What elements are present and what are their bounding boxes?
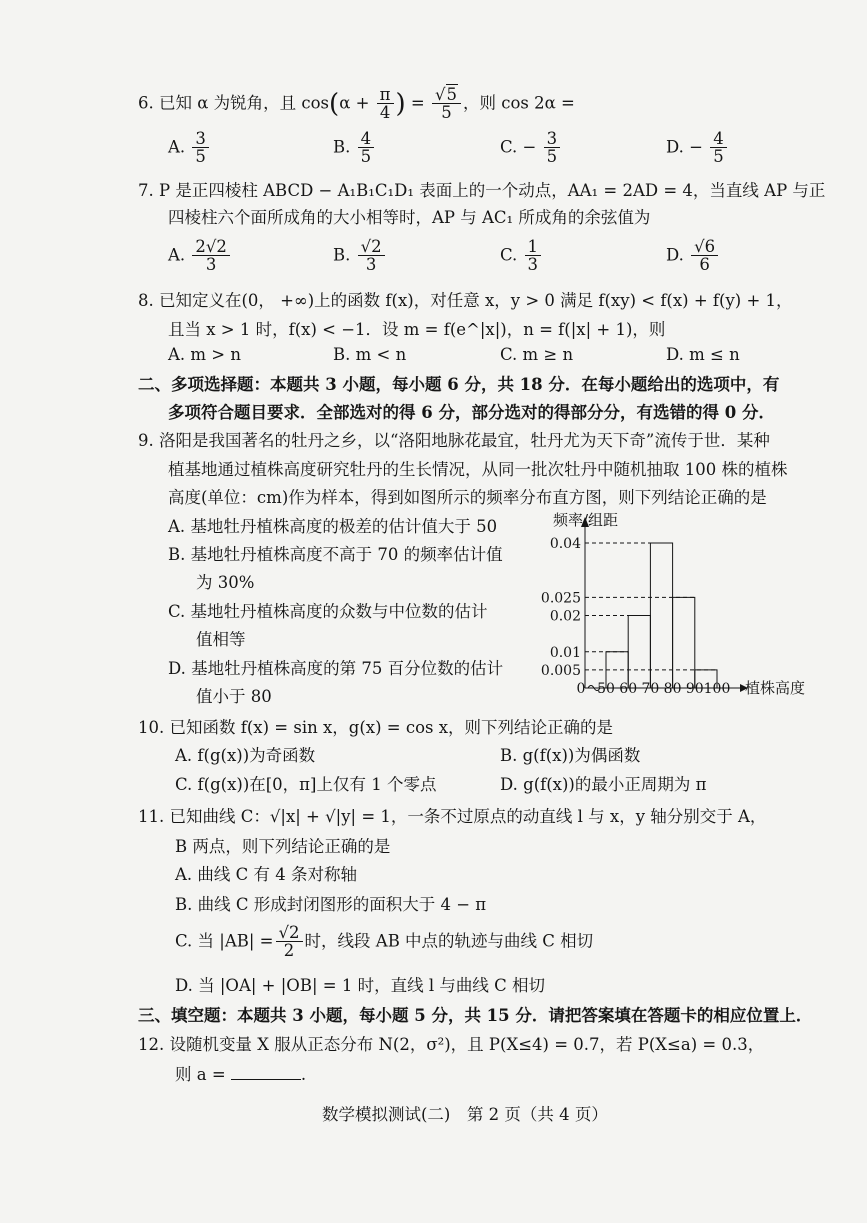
bar-80-90	[673, 597, 695, 688]
q7-option-a: A. $\frac{2√2}{3}$	[168, 238, 232, 274]
q10-option-c: C. f(g(x))在[0，π]上仅有 1 个零点	[175, 775, 437, 794]
q9-option-b: B. 基地牡丹植株高度不高于 70 的频率估计值	[168, 545, 503, 564]
q6-text-b: ，则 cos 2α =	[463, 93, 575, 113]
q9-line1: 9. 洛阳是我国著名的牡丹之乡，以“洛阳地脉花最宜，牡丹尤为天下奇”流传于世．某种	[138, 431, 770, 450]
q9-option-c: C. 基地牡丹植株高度的众数与中位数的估计	[168, 602, 488, 621]
q7-option-b: B. $\frac{√2}{3}$	[333, 238, 387, 274]
x-axis-label: 植株高度	[745, 679, 806, 697]
q7-option-d: D. $\frac{√6}{6}$	[666, 238, 720, 274]
q11-option-b: B. 曲线 C 形成封闭图形的面积大于 4 − π	[175, 895, 487, 914]
q6-option-a: A. $\frac{3}{5}$	[168, 130, 211, 166]
q6-option-c: C. − $\frac{3}{5}$	[500, 130, 562, 166]
section3-heading: 三、填空题：本题共 3 小题，每小题 5 分，共 15 分．请把答案填在答题卡的相应位置上．	[138, 1006, 813, 1025]
q6-pi: π	[377, 86, 394, 104]
q9-option-d-cont: 值小于 80	[196, 687, 272, 706]
q9-option-c-cont: 值相等	[196, 630, 246, 649]
q7-line2: 四棱柱六个面所成角的大小相等时，AP 与 AC₁ 所成角的余弦值为	[168, 208, 651, 227]
q6-text-a: 已知 α 为锐角，且 cos	[159, 93, 330, 113]
q6-four: 4	[379, 103, 391, 123]
q10-option-b: B. g(f(x))为偶函数	[500, 746, 641, 765]
q12-line1: 12. 设随机变量 X 服从正态分布 N(2，σ²)，且 P(X≤4) = 0.7，若 P(X≤a) = 0.3，	[138, 1035, 765, 1054]
q6-option-b: B. $\frac{4}{5}$	[333, 130, 376, 166]
y-tick-label-4: 0.005	[540, 662, 581, 679]
y-tick-label-0: 0.04	[549, 536, 581, 552]
x-tick-label-3: 70	[641, 681, 660, 697]
y-tick-label-2: 0.02	[549, 608, 581, 625]
section2-heading: 二、多项选择题：本题共 3 小题，每小题 6 分，共 18 分．在每小题给出的选项中，有	[138, 375, 780, 394]
q10-stem: 10. 已知函数 f(x) = sin x，g(x) = cos x，则下列结论正确的是	[138, 718, 614, 737]
x-tick-label-1: 50	[597, 681, 615, 697]
q11-option-a: A. 曲线 C 有 4 条对称轴	[175, 865, 358, 884]
q9-line2: 植基地通过植株高度研究牡丹的生长情况，从同一批次牡丹中随机抽取 100 株的植株	[168, 460, 788, 479]
bar-70-80	[650, 543, 672, 688]
q12-line2: 则 a = .	[175, 1065, 307, 1084]
y-tick-label-1: 0.025	[540, 590, 581, 607]
q6-five: 5	[441, 103, 452, 123]
x-tick-label-0: 0	[576, 681, 586, 697]
q8-option-b: B. m < n	[333, 345, 407, 364]
q11-option-c: C. 当 |AB| = $\frac{√2}{2}$ 时，线段 AB 中点的轨迹与曲线 C 相切	[175, 923, 594, 961]
q12-answer-blank[interactable]	[231, 1079, 301, 1080]
q8-option-a: A. m > n	[168, 345, 241, 364]
q9-option-b-cont: 为 30%	[196, 573, 255, 592]
q9-option-a: A. 基地牡丹植株高度的极差的估计值大于 50	[168, 517, 498, 536]
q8-line2: 且当 x > 1 时，f(x) < −1．设 m = f(e^|x|)，n = f(|x| + 1)，则	[168, 320, 666, 339]
y-axis-label: 频率/组距	[553, 511, 619, 529]
q7-line1: 7. P 是正四棱柱 ABCD − A₁B₁C₁D₁ 表面上的一个动点，AA₁ = 2AD = 4，当直线 AP 与正	[138, 181, 826, 200]
q10-option-d: D. g(f(x))的最小正周期为 π	[500, 775, 707, 794]
q11-option-d: D. 当 |OA| + |OB| = 1 时，直线 l 与曲线 C 相切	[175, 976, 545, 995]
q8-option-c: C. m ≥ n	[500, 345, 574, 364]
page-footer: 数学模拟测试(二) 第 2 页（共 4 页）	[322, 1105, 608, 1124]
bar-60-70	[628, 616, 650, 689]
q10-option-a: A. f(g(x))为奇函数	[175, 746, 316, 765]
x-tick-label-5: 90	[685, 681, 704, 697]
q7-option-c: C. $\frac{1}{3}$	[500, 238, 543, 274]
q9-line3: 高度(单位：cm)作为样本，得到如图所示的频率分布直方图，则下列结论正确的是	[168, 488, 767, 507]
q11-line1: 11. 已知曲线 C：√|x| + √|y| = 1，一条不过原点的动直线 l 与 x，y 轴分别交于 A，	[138, 807, 767, 826]
q11-line2: B 两点，则下列结论正确的是	[175, 837, 391, 856]
frequency-histogram	[525, 505, 825, 715]
q6-option-d: D. − $\frac{4}{5}$	[666, 130, 729, 166]
x-tick-label-4: 80	[663, 681, 682, 697]
x-tick-label-2: 60	[619, 681, 638, 697]
q9-option-d: D. 基地牡丹植株高度的第 75 百分位数的估计	[168, 659, 504, 678]
q6-sqrt-five: 5	[446, 85, 458, 104]
q6-number: 6.	[138, 93, 154, 113]
y-tick-label-3: 0.01	[549, 644, 581, 661]
x-tick-label-6: 100	[703, 681, 731, 697]
q8-option-d: D. m ≤ n	[666, 345, 740, 364]
q6-stem: 6. 已知 α 为锐角，且 cos(α + $\frac{\pi}{4}$ ) = $\frac{√5}{5}$ ，则 cos 2α =	[138, 85, 575, 123]
section2-heading-cont: 多项符合题目要求．全部选对的得 6 分，部分选对的得部分分，有选错的得 0 分．	[168, 403, 775, 422]
q8-line1: 8. 已知定义在(0， +∞)上的函数 f(x)，对任意 x，y > 0 满足 f(xy) < f(x) + f(y) + 1，	[138, 291, 793, 310]
